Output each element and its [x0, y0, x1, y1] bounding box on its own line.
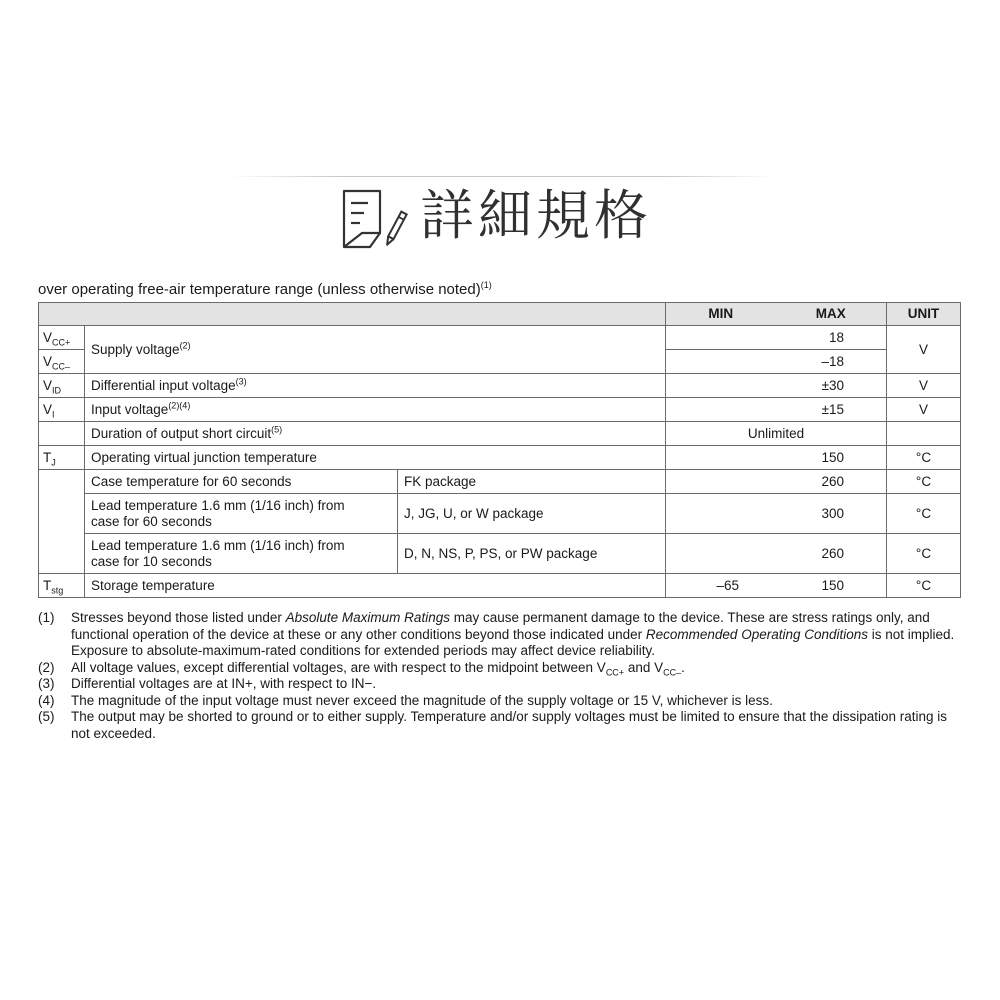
table-intro [38, 281, 492, 298]
unit-cell: V [887, 398, 961, 422]
max-cell: –18 [776, 350, 887, 374]
table-header-row [39, 303, 961, 326]
cond-cell: FK package [398, 470, 666, 494]
max-cell: 260 [776, 534, 887, 574]
footnote-2: (2) All voltage values, except differential voltages, are with respect to the midpoint between $V_{CC+}$ and $V_{CC-}$. [38, 659, 685, 678]
document-pen-icon [340, 187, 420, 253]
min-cell [666, 534, 776, 574]
max-cell: ±15 [776, 398, 887, 422]
table-row [39, 374, 961, 398]
min-cell: –65 [666, 574, 776, 598]
cond-cell: J, JG, U, or W package [398, 494, 666, 534]
min-cell [666, 398, 776, 422]
param-cell: Storage temperature [85, 574, 666, 598]
footnote-ref: (1) [480, 280, 492, 290]
unit-cell: °C [887, 470, 961, 494]
header-divider [230, 176, 775, 177]
table-row [39, 446, 961, 470]
max-cell: 150 [776, 574, 887, 598]
header-symbol-cell [39, 303, 85, 326]
unit-cell: °C [887, 534, 961, 574]
table-row [39, 422, 961, 446]
min-cell [666, 350, 776, 374]
header-unit: UNIT [887, 303, 961, 326]
cond-cell: D, N, NS, P, PS, or PW package [398, 534, 666, 574]
symbol-cell [39, 494, 85, 534]
unit-cell: °C [887, 494, 961, 534]
param-cell: Supply voltage$^{(2)}$ [85, 326, 666, 374]
symbol-cell: $V_{CC-}$ [39, 350, 85, 374]
table-row [39, 494, 961, 534]
footnote-3: (3) Differential voltages are at IN+, with respect to IN−. [38, 676, 377, 691]
min-cell [666, 326, 776, 350]
footnotes [38, 610, 958, 742]
footnote-5: (5) The output may be shorted to ground or to either supply. Temperature and/or supply voltages must be limited to ensure that the dissipation rating is not exceeded. [38, 709, 947, 741]
param-cell: Duration of output short circuit$^{(5)}$ [85, 422, 666, 446]
min-cell [666, 446, 776, 470]
footnote-1: (1) Stresses beyond those listed under Absolute Maximum Ratings may cause permanent damage to the device. These are stress ratings only, and functional operation of the device at these or any other conditions beyond those indicated under Recommended Operating Conditions is not implied. Exposure to absolute-maximum-rated conditions for extended periods may affect device reliability. [38, 610, 955, 658]
table-row [39, 574, 961, 598]
param-cell: Operating virtual junction temperature [85, 446, 666, 470]
max-cell: 150 [776, 446, 887, 470]
symbol-cell [39, 534, 85, 574]
symbol-cell: $T_J$ [39, 446, 85, 470]
absolute-max-ratings-table [38, 302, 961, 598]
header-min: MIN [666, 303, 776, 326]
symbol-cell [39, 470, 85, 494]
symbol-cell: $T_{stg}$ [39, 574, 85, 598]
table-row [39, 326, 961, 350]
header-cond-cell [398, 303, 666, 326]
min-cell [666, 374, 776, 398]
param-cell: Input voltage$^{(2)(4)}$ [85, 398, 666, 422]
symbol-cell: $V_{ID}$ [39, 374, 85, 398]
min-cell [666, 494, 776, 534]
unit-cell: °C [887, 574, 961, 598]
footnote-4: (4) The magnitude of the input voltage must never exceed the magnitude of the supply voltage or 15 V, whichever is less. [38, 692, 773, 708]
max-cell: 300 [776, 494, 887, 534]
intro-text: over operating free-air temperature range (unless otherwise noted) [38, 281, 481, 298]
max-cell: 260 [776, 470, 887, 494]
min-cell [666, 470, 776, 494]
table-row [39, 470, 961, 494]
unit-cell: V [887, 374, 961, 398]
symbol-cell: $V_I$ [39, 398, 85, 422]
unit-cell: °C [887, 446, 961, 470]
header-max: MAX [776, 303, 887, 326]
spec-title: 詳細規格 [420, 184, 652, 247]
value-cell: Unlimited [666, 422, 887, 446]
param-cell: Differential input voltage$^{(3)}$ [85, 374, 666, 398]
header-param-cell [85, 303, 398, 326]
max-cell: ±30 [776, 374, 887, 398]
param-cell: Lead temperature 1.6 mm (1/16 inch) from case for 10 seconds [85, 534, 398, 574]
unit-cell: V [887, 326, 961, 374]
symbol-cell: $V_{CC+}$ [39, 326, 85, 350]
spec-header [0, 172, 1000, 252]
symbol-cell [39, 422, 85, 446]
param-cell: Case temperature for 60 seconds [85, 470, 398, 494]
unit-cell [887, 422, 961, 446]
table-row [39, 398, 961, 422]
param-cell: Lead temperature 1.6 mm (1/16 inch) from case for 60 seconds [85, 494, 398, 534]
table-row [39, 534, 961, 574]
max-cell: 18 [776, 326, 887, 350]
